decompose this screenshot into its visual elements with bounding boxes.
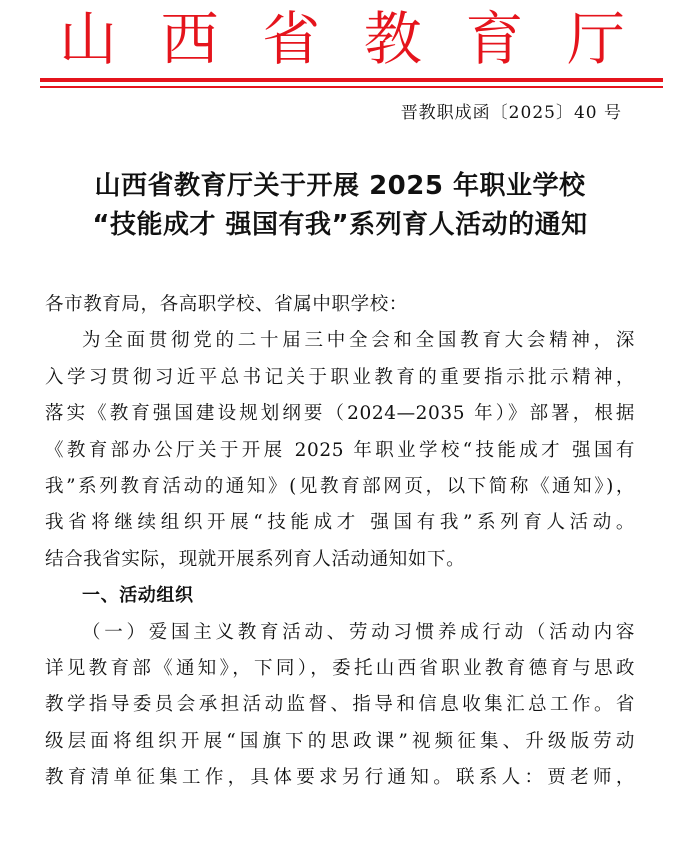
letterhead-char: 教 [363, 5, 422, 73]
paragraph-line: 详见教育部《通知》，下同），委托山西省职业教育德育与思政 [45, 657, 635, 679]
paragraph-line: 入学习贯彻习近平总书记关于职业教育的重要指示批示精神， [45, 366, 635, 388]
paragraph-line: （一）爱国主义教育活动、劳动习惯养成行动（活动内容 [82, 621, 635, 643]
letterhead-char: 西 [160, 5, 219, 73]
letterhead [52, 2, 632, 76]
paragraph-line: 级层面将组织开展“国旗下的思政课”视频征集、升级版劳动 [45, 730, 635, 752]
paragraph-2 [45, 615, 635, 797]
title-line-1: 山西省教育厅关于开展 2025 年职业学校 [94, 171, 586, 201]
document-title [40, 167, 640, 245]
title-line-2: “技能成才 强国有我”系列育人活动的通知 [92, 210, 588, 240]
letterhead-char: 厅 [566, 5, 625, 73]
paragraph-line: 教学指导委员会承担活动监督、指导和信息收集汇总工作。省 [45, 694, 635, 716]
letterhead-thin-rule [40, 86, 663, 88]
paragraph-line: 结合我省实际，现就开展系列育人活动通知如下。 [45, 548, 466, 570]
letterhead-thick-rule [40, 78, 663, 82]
letterhead-char: 省 [262, 5, 321, 73]
paragraph-line: 教育清单征集工作，具体要求另行通知。联系人：贾老师， [45, 767, 635, 789]
paragraph-line: 为全面贯彻党的二十届三中全会和全国教育大会精神，深 [82, 330, 635, 352]
paragraph-line: 我”系列教育活动的通知》(见教育部网页，以下简称《通知》)， [45, 475, 635, 497]
salutation: 各市教育局，各高职学校、省属中职学校： [45, 294, 408, 315]
section-heading: 一、活动组织 [82, 585, 194, 607]
letterhead-char: 育 [465, 5, 524, 73]
document-number: 晋教职成函〔2025〕40 号 [400, 103, 622, 123]
paragraph-1 [45, 323, 635, 578]
paragraph-line: 我省将继续组织开展“技能成才 强国有我”系列育人活动。 [45, 512, 635, 534]
paragraph-line: 落实《教育强国建设规划纲要（2024—2035 年）》部署，根据 [45, 403, 635, 425]
document-body [45, 287, 635, 796]
paragraph-line: 《教育部办公厅关于开展 2025 年职业学校“技能成才 强国有 [45, 439, 635, 461]
letterhead-char: 山 [58, 5, 117, 73]
